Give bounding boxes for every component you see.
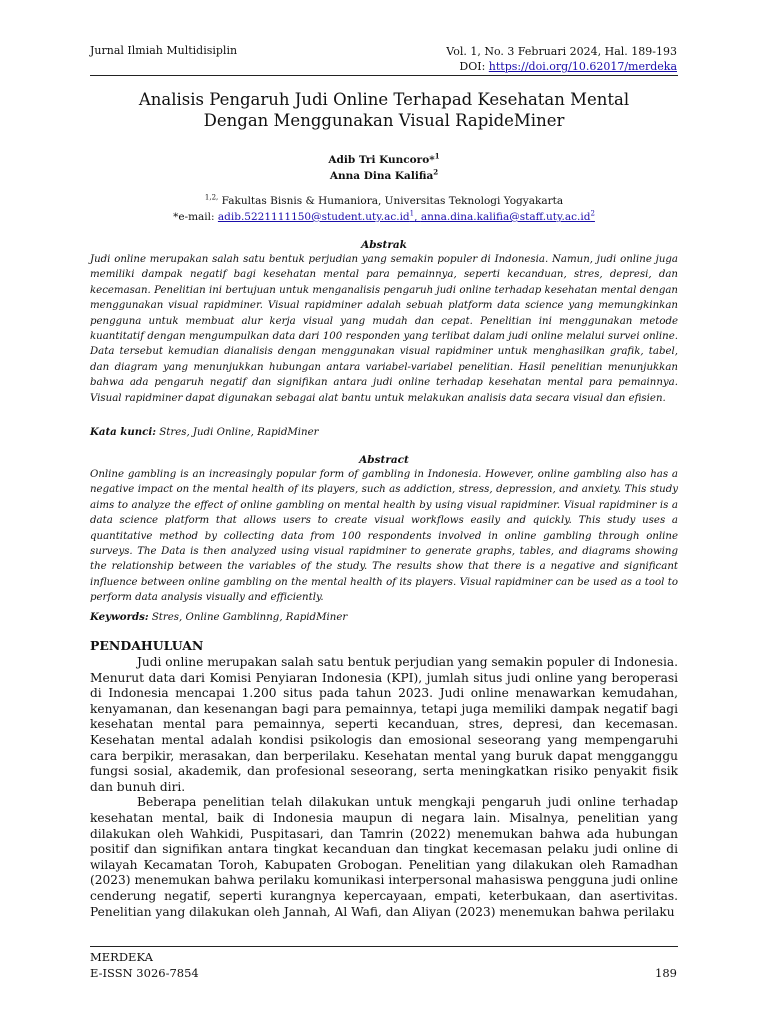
footer-divider xyxy=(90,946,678,947)
author-1: Adib Tri Kuncoro*$^1$ xyxy=(328,151,440,166)
section-heading-pendahuluan: PENDAHULUAN xyxy=(90,638,204,653)
doi-label: DOI: xyxy=(459,60,489,73)
paper-title xyxy=(90,89,678,131)
paragraph-1: Judi online merupakan salah satu bentuk perjudian yang semakin populer di Indonesia. Menurut data dari Komisi Penyiaran Indonesia (KPI), jumlah situs judi online yang beroperasi di Indonesia mencapai 1.200 situs pada tahun 2023. Judi online menawarkan kemudahan, kenyamanan, dan kesenangan bagi para pemainnya, tetapi juga memiliki dampak negatif bagi kesehatan mental para pemainnya, seperti kecanduan, stres, depresi, dan kecemasan. Kesehatan mental adalah kondisi psikologis dan emosional seseorang yang mempengaruhi cara berpikir, merasakan, dan berperilaku. Kesehatan mental yang buruk dapat mengganggu fungsi sosial, akademik, dan profesional seseorang, serta meningkatkan risiko penyakit fisik dan bunuh diri. xyxy=(90,655,678,794)
author-2: Anna Dina Kalifia$^2$ xyxy=(329,167,439,182)
email-line: *e-mail: adib.5221111150@student.uty.ac.id$^1$, anna.dina.kalifia@staff.uty.ac.id$^2$ xyxy=(173,209,595,223)
abstract-body: Online gambling is an increasingly popular form of gambling in Indonesia. However, online gambling also has a negative impact on the mental health of its players, such as addiction, stress, depression, and anxiety. This study aims to analyze the effect of online gambling on mental health by using visual rapidminer. Visual rapidminer is a data science platform that allows users to create visual workflows easily and quickly. This study uses a quantitative method by collecting data from 100 respondents involved in online gambling through online surveys. The Data is then analyzed using visual rapidminer to generate graphs, tables, and diagrams showing the relationship between the variables of the study. The results show that there is a negative and significant influence between online gambling on the mental health of its players. Visual rapidminer can be used as a tool to perform data analysis visually and efficiently. xyxy=(90,469,678,604)
author-list xyxy=(90,152,678,184)
volume-info: Vol. 1, No. 3 Februari 2024, Hal. 189-193 xyxy=(446,45,677,58)
kata-kunci: Kata kunci: Stres, Judi Online, RapidMiner xyxy=(90,426,319,438)
affiliation-block xyxy=(90,193,678,225)
keywords: Keywords: Stres, Online Gamblinng, RapidMiner xyxy=(90,611,348,623)
title-line-1: Analisis Pengaruh Judi Online Terhapad Kesehatan Mental xyxy=(138,90,630,109)
email-link-2[interactable]: anna.dina.kalifia@staff.uty.ac.id$^2$ xyxy=(420,209,595,223)
email-link-1[interactable]: adib.5221111150@student.uty.ac.id$^1$ xyxy=(217,209,415,223)
abstrak-body: Judi online merupakan salah satu bentuk perjudian yang semakin populer di Indonesia. Namun, judi online juga memiliki dampak negatif bagi kesehatan mental para pemainnya, seperti kecanduan, stres, depresi, dan kecemasan. Penelitian ini bertujuan untuk menganalisis pengaruh judi online terhadap kesehatan mental dengan menggunakan visual rapidminer. Visual rapidminer adalah sebuah platform data science yang memungkinkan pengguna untuk membuat alur kerja visual yang mudah dan cepat. Penelitian ini menggunakan metode kuantitatif dengan mengumpulkan data dari 100 responden yang terlibat dalam judi online melalui survei online. Data tersebut kemudian dianalisis dengan menggunakan visual rapidminer untuk menghasilkan grafik, tabel, dan diagram yang menunjukkan hubungan antara variabel-variabel penelitian. Hasil penelitian menunjukkan bahwa ada pengaruh negatif dan signifikan antara judi online terhadap kesehatan mental para pemainnya. Visual rapidminer dapat digunakan sebagai alat bantu untuk melakukan analisis data secara visual dan efisien. xyxy=(90,254,678,404)
footer-journal-info xyxy=(90,950,199,981)
paragraph-2: Beberapa penelitian telah dilakukan untuk mengkaji pengaruh judi online terhadap kesehatan mental, baik di Indonesia maupun di negara lain. Misalnya, penelitian yang dilakukan oleh Wahkidi, Puspitasari, dan Tamrin (2022) menemukan bahwa ada hubungan positif dan signifikan antara tingkat kecanduan dan tingkat kecemasan pelaku judi online di wilayah Kecamatan Toroh, Kabupaten Grobogan. Penelitian yang dilakukan oleh Ramadhan (2023) menemukan bahwa perilaku komunikasi interpersonal mahasiswa pengguna judi online cenderung negatif, seperti kurangnya kepercayaan, empati, keterbukaan, dan asertivitas. Penelitian yang dilakukan oleh Jannah, Al Wafi, dan Aliyan (2023) menemukan bahwa perilaku xyxy=(90,795,678,919)
email-separator: , xyxy=(414,211,421,223)
doi-link[interactable]: https://doi.org/10.62017/merdeka xyxy=(488,60,677,73)
page-number: 189 xyxy=(655,966,677,980)
body-text xyxy=(90,655,678,920)
header-divider xyxy=(90,75,678,76)
footer-issn: E-ISSN 3026-7854 xyxy=(90,965,199,980)
journal-name: Jurnal Ilmiah Multidisiplin xyxy=(90,44,238,57)
abstract-heading: Abstract xyxy=(359,454,409,466)
abstrak-heading: Abstrak xyxy=(361,239,407,251)
footer-journal: MERDEKA xyxy=(90,950,153,964)
title-line-2: Dengan Menggunakan Visual RapideMiner xyxy=(203,111,565,130)
doi-line xyxy=(446,59,677,74)
journal-issue-info xyxy=(446,44,677,74)
affiliation: $^{1,2,}$ Fakultas Bisnis & Humaniora, Universitas Teknologi Yogyakarta xyxy=(204,193,564,207)
